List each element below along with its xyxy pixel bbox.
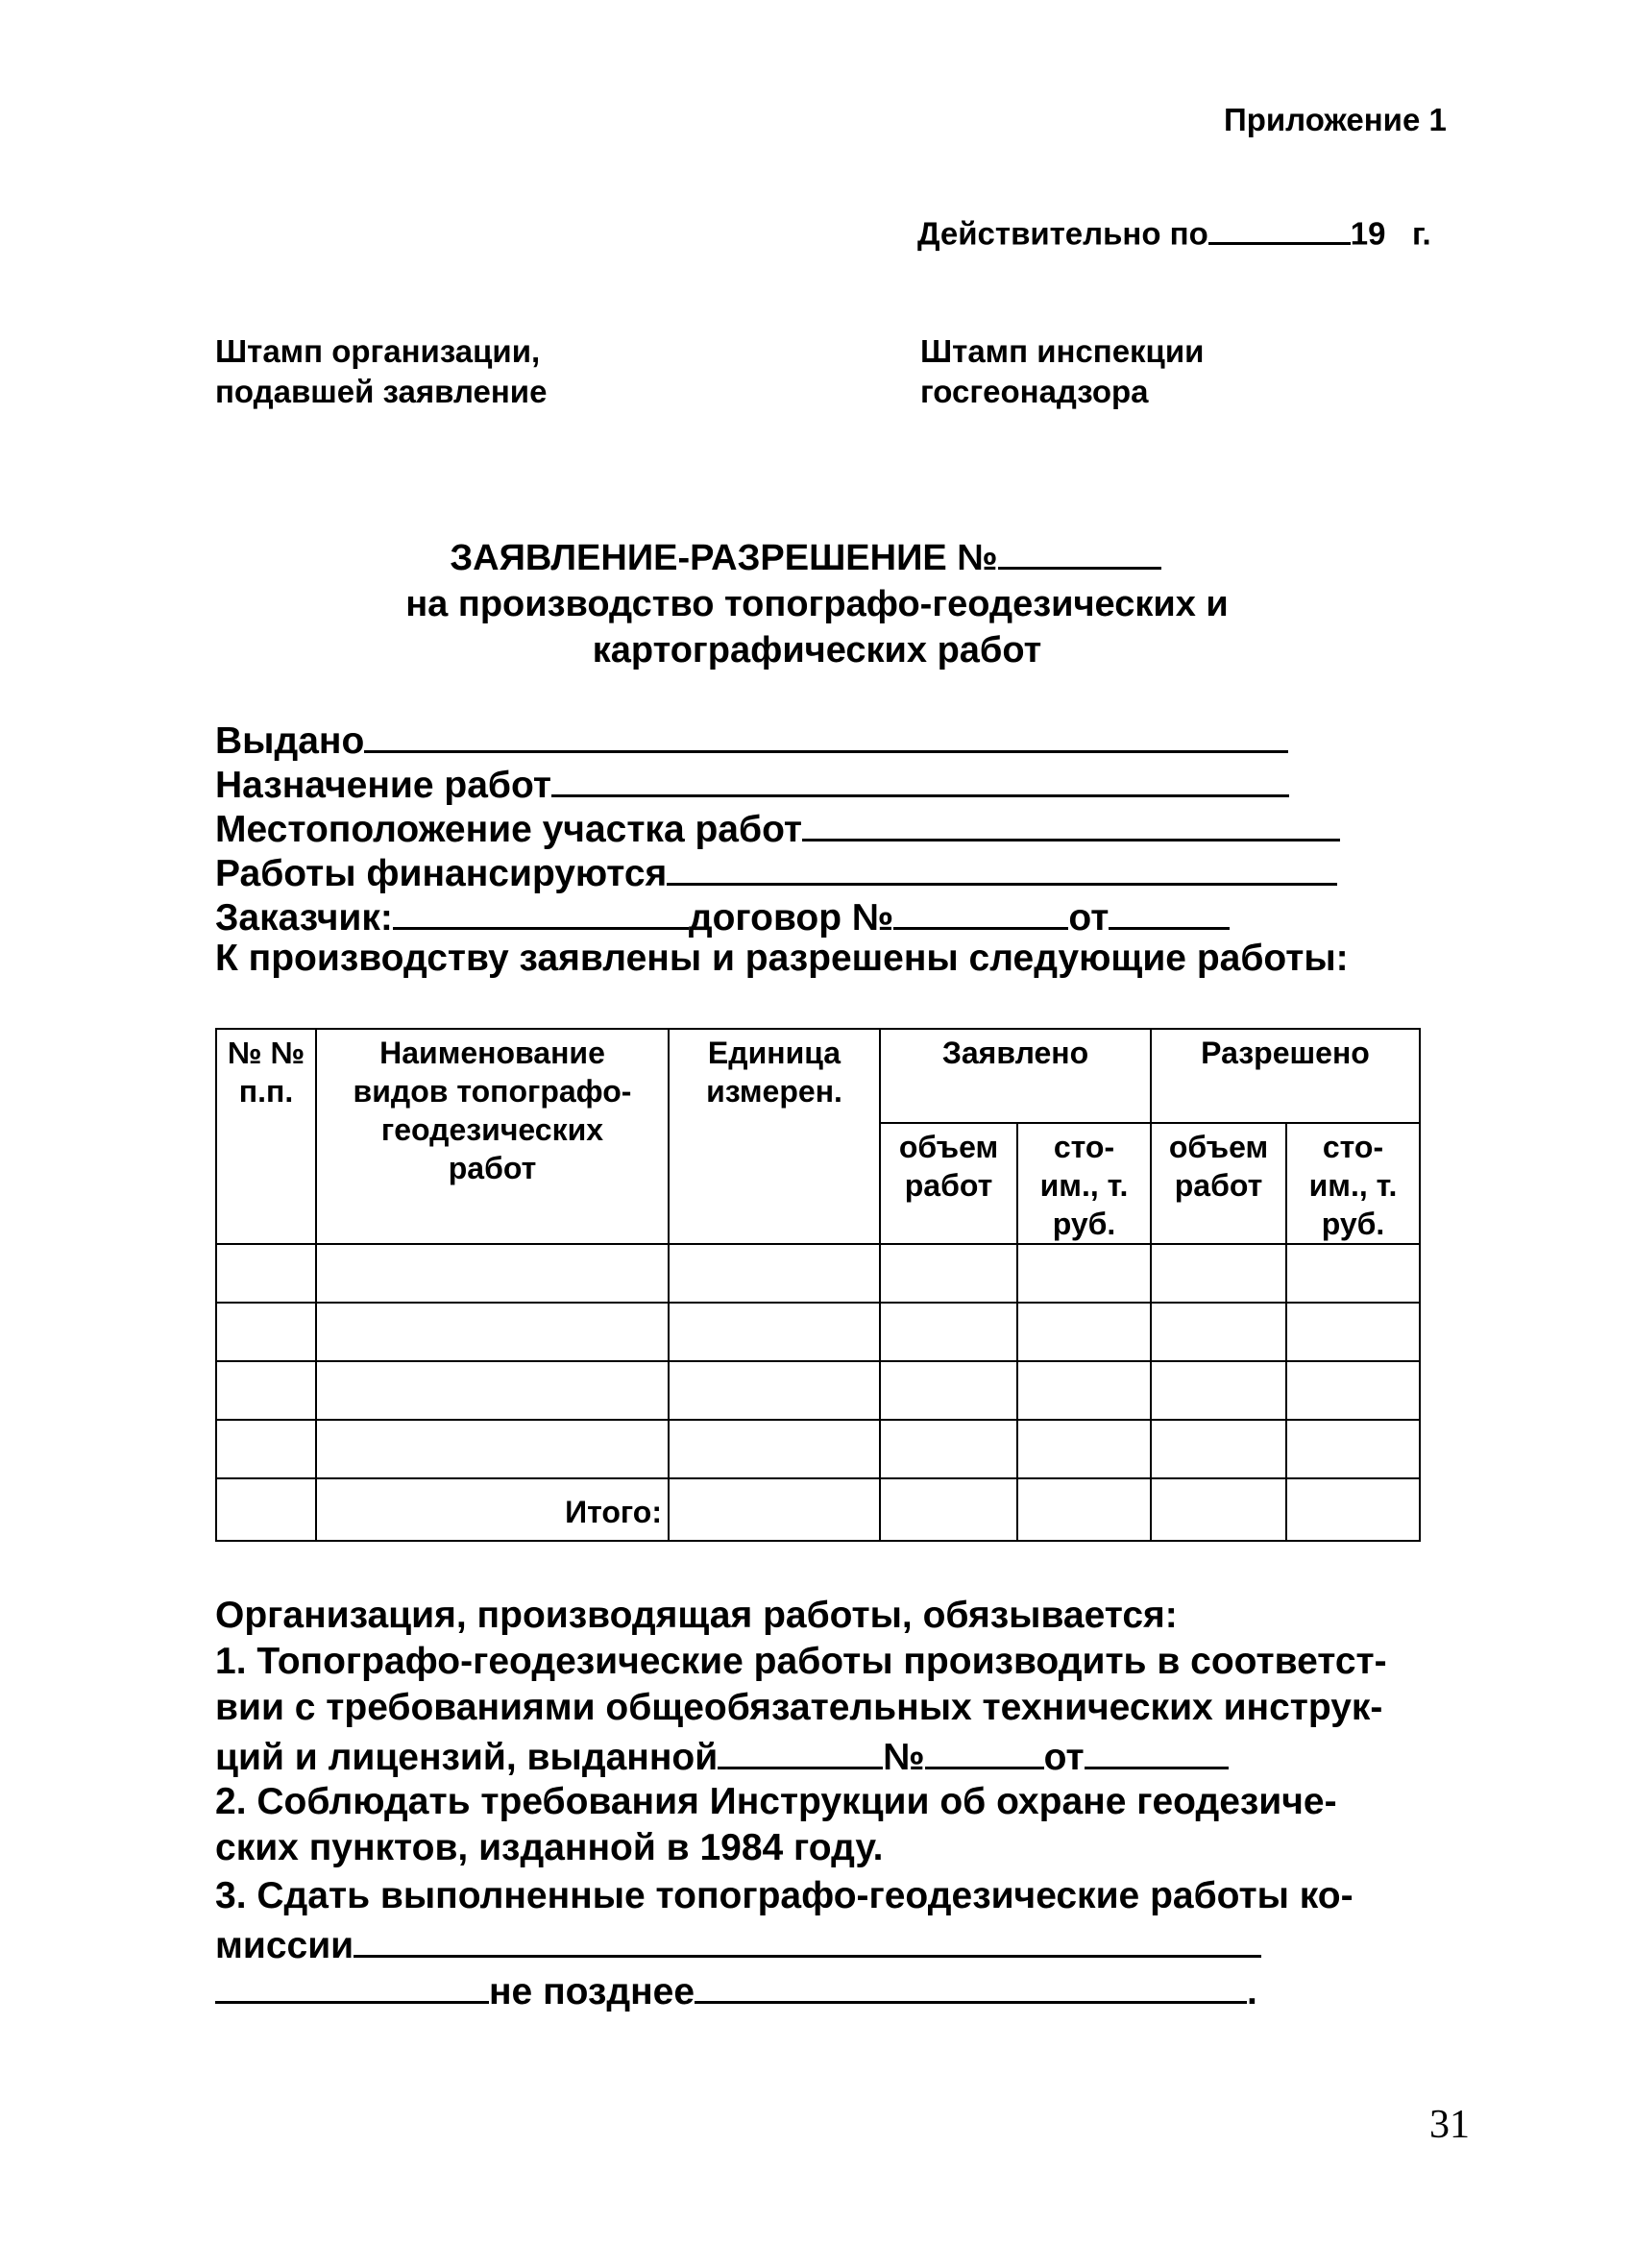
table-cell xyxy=(1286,1478,1420,1541)
table-cell xyxy=(1017,1361,1151,1420)
table-cell xyxy=(1286,1244,1420,1303)
table-cell xyxy=(316,1420,669,1478)
valid-year: 19 xyxy=(1350,215,1386,252)
stamp-org-line2: подавшей заявление xyxy=(215,374,548,409)
field-customer xyxy=(215,893,1230,939)
table-cell xyxy=(316,1303,669,1361)
valid-date-blank xyxy=(1208,213,1351,245)
table-cell xyxy=(1017,1478,1151,1541)
table-cell xyxy=(880,1244,1017,1303)
permitted-volume-header: объем работ xyxy=(1151,1123,1286,1244)
valid-year-unit: г. xyxy=(1412,215,1431,252)
title-number-blank xyxy=(998,534,1161,570)
field-purpose-label: Назначение работ xyxy=(215,765,551,807)
obligation-3-line1: 3. Сдать выполненные топографо-геодезические работы ко- xyxy=(215,1875,1354,1916)
commission-blank xyxy=(354,1921,1261,1958)
field-location-blank xyxy=(802,805,1340,841)
stamp-organization xyxy=(215,331,547,412)
table-cell xyxy=(1151,1244,1286,1303)
license-number-blank xyxy=(925,1733,1044,1769)
field-financed-blank xyxy=(667,849,1337,886)
table-header-row xyxy=(216,1029,1420,1123)
table-cell xyxy=(1017,1244,1151,1303)
table-cell xyxy=(669,1420,880,1478)
table-cell xyxy=(880,1420,1017,1478)
field-issued-label: Выдано xyxy=(215,720,365,763)
deadline-period: . xyxy=(1247,1971,1257,2013)
doc-title-line3: картографических работ xyxy=(592,630,1042,671)
obligation-1-line2: вии с требованиями общеобязательных технических инструк- xyxy=(215,1687,1383,1728)
field-issued xyxy=(215,717,1288,763)
page-number: 31 xyxy=(1429,2103,1470,2147)
field-purpose-blank xyxy=(551,761,1289,797)
table-cell xyxy=(1151,1361,1286,1420)
obligation-2-line2: ских пунктов, изданной в 1984 году. xyxy=(215,1827,884,1868)
table-cell xyxy=(669,1478,880,1541)
table-cell xyxy=(1017,1303,1151,1361)
table-cell xyxy=(1151,1478,1286,1541)
appendix-label: Приложение 1 xyxy=(1224,102,1447,137)
license-number-label: № xyxy=(883,1737,925,1779)
valid-label: Действительно по xyxy=(917,215,1208,252)
stamp-org-line1: Штамп организации, xyxy=(215,333,541,369)
col-num-header: № № п.п. xyxy=(216,1029,316,1244)
col-declared-header: Заявлено xyxy=(880,1029,1151,1123)
table-cell xyxy=(669,1244,880,1303)
table-cell xyxy=(1151,1420,1286,1478)
table-cell xyxy=(216,1420,316,1478)
stamp-insp-line2: госгеонадзора xyxy=(920,374,1149,409)
obligation-2-line1: 2. Соблюдать требования Инструкции об охране геодезиче- xyxy=(215,1781,1337,1822)
table-cell xyxy=(1017,1420,1151,1478)
field-financed-label: Работы финансируются xyxy=(215,853,668,895)
table-row xyxy=(216,1244,1420,1303)
total-label: Итого: xyxy=(316,1478,669,1541)
valid-until xyxy=(917,213,1431,253)
declared-volume-header: объем работ xyxy=(880,1123,1017,1244)
field-financed xyxy=(215,849,1337,895)
table-total-row xyxy=(216,1478,1420,1541)
field-contract-date-blank xyxy=(1109,893,1230,930)
license-date-label: от xyxy=(1043,1737,1085,1779)
table-row xyxy=(216,1303,1420,1361)
doc-title-line1 xyxy=(0,534,1622,579)
table-cell xyxy=(1286,1420,1420,1478)
table-cell xyxy=(216,1361,316,1420)
obligation-3-line3 xyxy=(215,1967,1257,2013)
col-unit-header: Единица измерен. xyxy=(669,1029,880,1244)
col-permitted-header: Разрешено xyxy=(1151,1029,1420,1123)
table-row xyxy=(216,1420,1420,1478)
col-name-header: Наименование видов топографо-геодезических работ xyxy=(316,1029,669,1244)
obligation-1-line3 xyxy=(215,1733,1229,1779)
table-cell xyxy=(216,1303,316,1361)
title-number-label: ЗАЯВЛЕНИЕ-РАЗРЕШЕНИЕ № xyxy=(450,538,998,579)
declared-cost-header: сто-им., т. руб. xyxy=(1017,1123,1151,1244)
field-contract-blank xyxy=(893,893,1068,930)
field-customer-blank xyxy=(393,893,689,930)
table-cell xyxy=(669,1303,880,1361)
table-cell xyxy=(1151,1303,1286,1361)
table-cell xyxy=(880,1361,1017,1420)
deadline-label: не позднее xyxy=(489,1971,695,2013)
table-cell xyxy=(880,1478,1017,1541)
table-row xyxy=(216,1361,1420,1420)
commission-label: миссии xyxy=(215,1925,354,1967)
obligation-1-line1: 1. Топографо-геодезические работы производить в соответст- xyxy=(215,1641,1387,1682)
field-contract-label: договор № xyxy=(688,897,894,939)
deadline-prefix-blank xyxy=(215,1967,489,2004)
field-issued-blank xyxy=(364,717,1288,753)
stamp-insp-line1: Штамп инспекции xyxy=(920,333,1205,369)
table-cell xyxy=(669,1361,880,1420)
table-cell xyxy=(216,1244,316,1303)
table-cell xyxy=(216,1478,316,1541)
table-cell xyxy=(1286,1303,1420,1361)
deadline-blank xyxy=(695,1967,1247,2004)
field-contract-date-label: от xyxy=(1068,897,1110,939)
works-table xyxy=(215,1028,1421,1542)
field-customer-label: Заказчик: xyxy=(215,897,393,939)
field-purpose xyxy=(215,761,1289,807)
obligation-3-line2 xyxy=(215,1921,1261,1967)
table-cell xyxy=(880,1303,1017,1361)
obligations-heading: Организация, производящая работы, обязывается: xyxy=(215,1595,1178,1636)
permitted-cost-header: сто-им., т. руб. xyxy=(1286,1123,1420,1244)
license-date-blank xyxy=(1085,1733,1229,1769)
table-cell xyxy=(316,1361,669,1420)
declared-works-line: К производству заявлены и разрешены следующие работы: xyxy=(215,938,1349,979)
license-issued-label: ций и лицензий, выданной xyxy=(215,1737,719,1779)
license-issuer-blank xyxy=(718,1733,883,1769)
table-cell xyxy=(1286,1361,1420,1420)
table-cell xyxy=(316,1244,669,1303)
stamp-inspection xyxy=(920,331,1204,412)
field-location-label: Местоположение участка работ xyxy=(215,809,803,851)
doc-title-line2: на производство топографо-геодезических и xyxy=(405,584,1229,624)
field-location xyxy=(215,805,1340,851)
